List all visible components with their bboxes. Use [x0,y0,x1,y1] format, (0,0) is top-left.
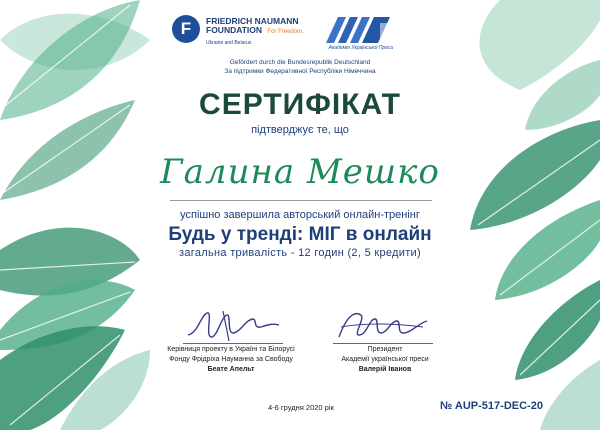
duration-text: загальна тривалість - 12 годин (2, 5 кредити) [179,247,421,259]
event-date: 4-6 грудня 2020 рік [268,403,334,412]
aup-logo-mark [320,15,395,45]
completion-text: успішно завершила авторський онлайн-тренінг [180,209,420,221]
signatory-left-role1: Керівниця проекту в Україні та Білорусі [167,346,295,353]
support-ua: За підтримки Федеративної Республіки Німеччина [224,68,376,75]
certificate-number: № AUP-517-DEC-20 [440,400,543,412]
support-text [0,58,600,76]
signature-line-left [183,343,283,344]
signatory-right-name: Валерій Іванов [358,366,412,373]
signature-left [183,305,283,345]
signatory-left-name: Беате Апельт [207,366,255,373]
fnf-name-line2: FOUNDATION [206,25,263,35]
fnf-region: Ukraine and Belarus [206,40,252,46]
fnf-name-line1: FRIEDRICH NAUMANN [206,16,299,26]
certificate-title: СЕРТИФІКАТ [199,88,401,121]
signatory-right [320,345,450,375]
signatory-right-role2: Академії української преси [341,356,429,363]
fnf-logo-mark: F [172,15,200,43]
course-title: Будь у тренді: МІГ в онлайн [168,224,432,245]
fnf-tagline: For Freedom. [267,29,304,35]
support-de: Gefördert durch die Bundesrepublik Deutschland [229,59,371,66]
signature-line-right [333,343,433,344]
confirms-text: підтверджує те, що [251,124,349,136]
aup-caption: Академія Української Преси [328,45,394,51]
signature-right [333,305,433,345]
recipient-name: Галина Мешко [160,152,440,192]
signatory-left [146,345,316,375]
signatory-left-role2: Фонду Фрідріха Науманна за Свободу [169,356,293,363]
signatory-right-role1: Президент [367,346,403,353]
fnf-logo-name [206,17,326,37]
name-underline [170,200,432,201]
